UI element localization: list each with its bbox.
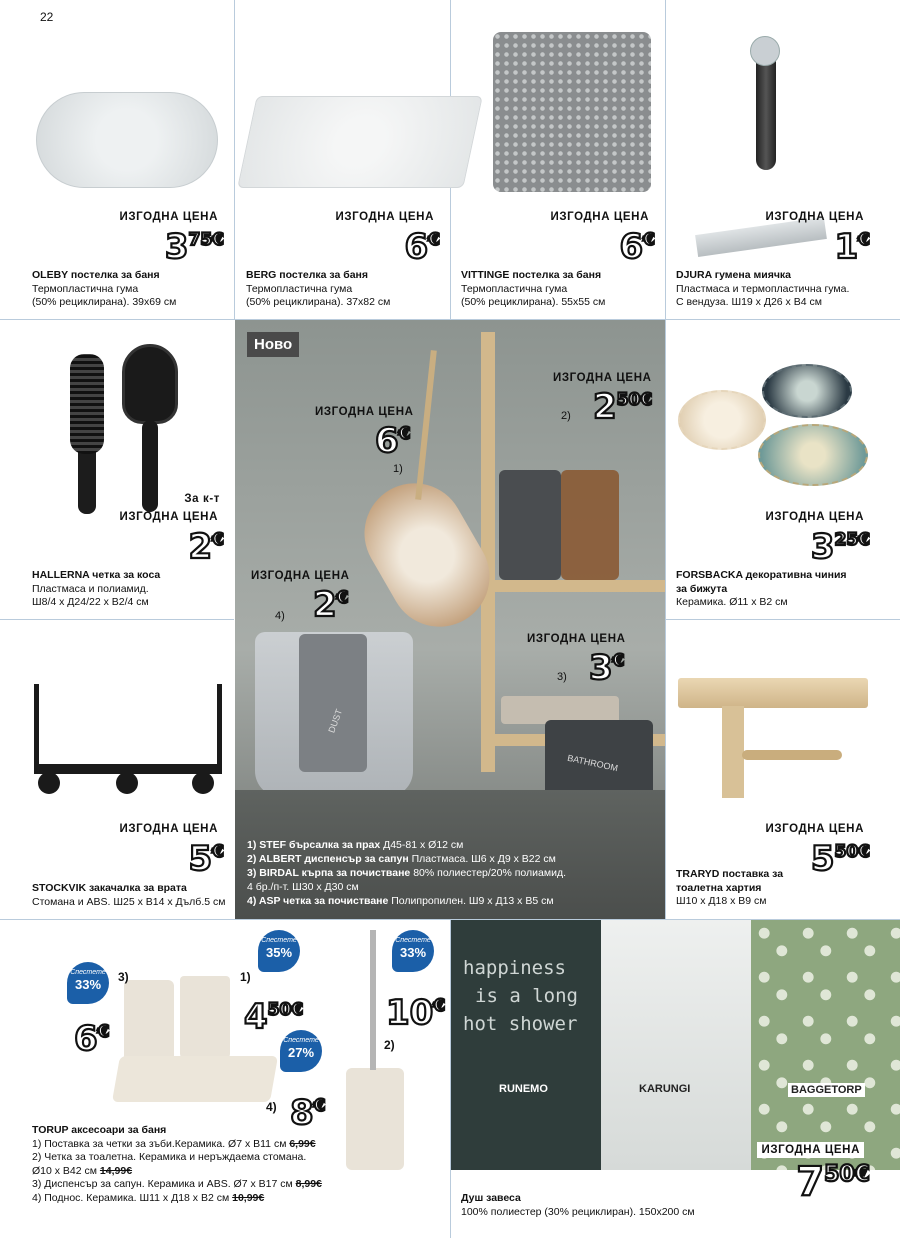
item-number: 3) [557,671,567,683]
traryd-shelf-image [678,678,868,708]
price-tag: 450€ [244,997,304,1037]
curtain-name-runemo: RUNEMO [499,1083,548,1095]
item-number: 1) [393,463,403,475]
curtain-print-text: happiness is a long hot shower [463,957,578,1035]
deal-label: ИЗГОДНА ЦЕНА [527,633,626,645]
berg-mat-image [237,96,483,188]
price-tag: 6€ [404,227,440,267]
price-tag: 2€ [313,585,349,625]
dish-image [678,390,766,450]
djura-blade [695,217,827,257]
curtain-name-baggetorp: BAGGETORP [788,1083,865,1097]
deal-label: ИЗГОДНА ЦЕНА [315,406,414,418]
item-number: 2) [384,1038,395,1052]
price-tag: 2€ [188,527,224,567]
save-badge: Спестете 27% [280,1030,322,1072]
set-label: За к-т [184,493,220,505]
product-description: TRARYD поставка за тоалетна хартия Ш10 x Д18 x В9 см [676,868,784,907]
product-description: FORSBACKA декоративна чиния за бижута Керамика. Ø11 x В2 см [676,569,847,608]
price-tag: 6€ [74,1019,110,1059]
product-vittinge[interactable] [451,0,665,320]
product-description: VITTINGE постелка за баня Термопластична гума (50% рециклирана). 55x55 см [461,269,606,308]
price-tag: 250€ [593,387,653,427]
price-tag: 1€ [834,227,870,267]
duster-handle [415,350,437,500]
item-number: 3) [118,970,129,984]
dish-image [762,364,852,418]
price-tag: 6€ [375,421,411,461]
item-number: 4) [275,610,285,622]
price-tag: 6€ [619,227,655,267]
toilet-brush-handle [370,930,376,1070]
deal-label: ИЗГОДНА ЦЕНА [757,1142,864,1158]
item-number: 1) [240,970,251,984]
price-tag: 3€ [589,648,625,688]
oleby-mat-image [36,92,218,188]
hook-knob [192,772,214,794]
item-number: 2) [561,410,571,422]
product-description: HALLERNA четка за коса Пластмаса и полиамид. Ш8/4 x Д24/22 x В2/4 см [32,569,161,608]
curtain-karungi-image [601,920,751,1170]
price-tag: 5€ [188,839,224,879]
save-badge: Спестете 35% [258,930,300,972]
toothbrush-holder-image [180,976,230,1058]
product-torup[interactable] [0,920,450,1238]
price-tag: 325€ [810,527,870,567]
hook-knob [38,772,60,794]
product-oleby[interactable] [0,0,234,320]
traryd-bracket [722,706,744,798]
deal-label: ИЗГОДНА ЦЕНА [251,570,350,582]
hook-knob [116,772,138,794]
toilet-brush-image [346,1068,404,1170]
price-tag: 375€ [164,227,224,267]
deal-label: ИЗГОДНА ЦЕНА [765,211,864,223]
towel-bathroom-text: BATHROOM [566,752,619,774]
deal-label: ИЗГОДНА ЦЕНА [765,823,864,835]
deal-label: ИЗГОДНА ЦЕНА [553,372,652,384]
stockvik-hook-image [34,684,222,774]
product-description: OLEBY постелка за баня Термопластична гума (50% рециклирана). 39x69 см [32,269,177,308]
paddle-brush-handle [142,420,158,512]
save-badge: Спестете 33% [67,962,109,1004]
vittinge-mat-image [493,32,651,192]
center-lifestyle-photo [235,320,665,919]
deal-label: ИЗГОДНА ЦЕНА [550,211,649,223]
deal-label: ИЗГОДНА ЦЕНА [335,211,434,223]
product-description: Душ завеса 100% полиестер (30% рециклиран). 150x200 см [461,1192,695,1218]
soap-dispenser-image [499,470,561,580]
save-badge: Спестете 33% [392,930,434,972]
page-number: 22 [40,10,54,24]
shelf-board [481,580,665,592]
price-tag: 750€ [796,1159,870,1205]
soap-dispenser-image [124,980,174,1066]
curtain-name-karungi: KARUNGI [639,1083,691,1095]
product-djura[interactable] [666,0,900,320]
price-tag: 10€ [386,993,446,1033]
towel-dust-text: DUST [326,707,345,735]
new-badge: Ново [247,332,299,357]
product-hallerna[interactable] [0,320,234,620]
paddle-brush-image [122,344,178,424]
towel-image [299,634,367,772]
product-shower-curtains[interactable] [451,920,900,1238]
deal-label: ИЗГОДНА ЦЕНА [119,511,218,523]
curtain-baggetorp-image [751,920,900,1170]
item-number: 4) [266,1100,277,1114]
round-brush-bristles [70,354,104,454]
product-forsbacka[interactable] [666,320,900,620]
tray-image [112,1056,278,1102]
deal-label: ИЗГОДНА ЦЕНА [765,511,864,523]
dish-image [758,424,868,486]
product-description: BERG постелка за баня Термопластична гума (50% рециклирана). 37x82 см [246,269,391,308]
price-tag: 8€ [290,1093,326,1133]
traryd-roll-bar [742,750,842,760]
product-stockvik[interactable] [0,620,234,920]
soap-dispenser-image [561,470,619,580]
product-berg[interactable] [235,0,450,320]
djura-suction-cup [750,36,780,66]
product-traryd[interactable] [666,620,900,920]
center-product-list: 1) STEF бърсалка за прах Д45-81 x Ø12 см 2) ALBERT диспенсър за сапун Пластмаса. Ш6 x Д9 x В22 см 3) BIRDAL кърпа за почистване 80% полиестер/20% полиамид. 4 бр./п-т. Ш30 x Д30 см 4) ASP четка за почистване Полипропилен. Ш9 x Д13 x В5 см [247,839,566,907]
deal-label: ИЗГОДНА ЦЕНА [119,823,218,835]
price-tag: 550€ [810,839,870,879]
product-description: TORUP аксесоари за баня 1) Поставка за четки за зъби.Керамика. Ø7 x В11 см 6,99€ 2) Четка за тоалетна. Керамика и неръждаема стомана. Ø10 x В42 см 14,99€ 3) Диспенсър за сапун. Керамика и ABS. Ø7 x В17 см 8,99€ 4) Поднос. Керамика. Ш11 x Д18 x В2 см 10,99€ [32,1124,322,1204]
deal-label: ИЗГОДНА ЦЕНА [119,211,218,223]
product-description: DJURA гумена миячка Пластмаса и термопластична гума. С вендуза. Ш19 x Д26 x В4 см [676,269,850,308]
product-description: STOCKVIK закачалка за врата Стомана и ABS. Ш25 x В14 x Дълб.5 см [32,882,226,908]
